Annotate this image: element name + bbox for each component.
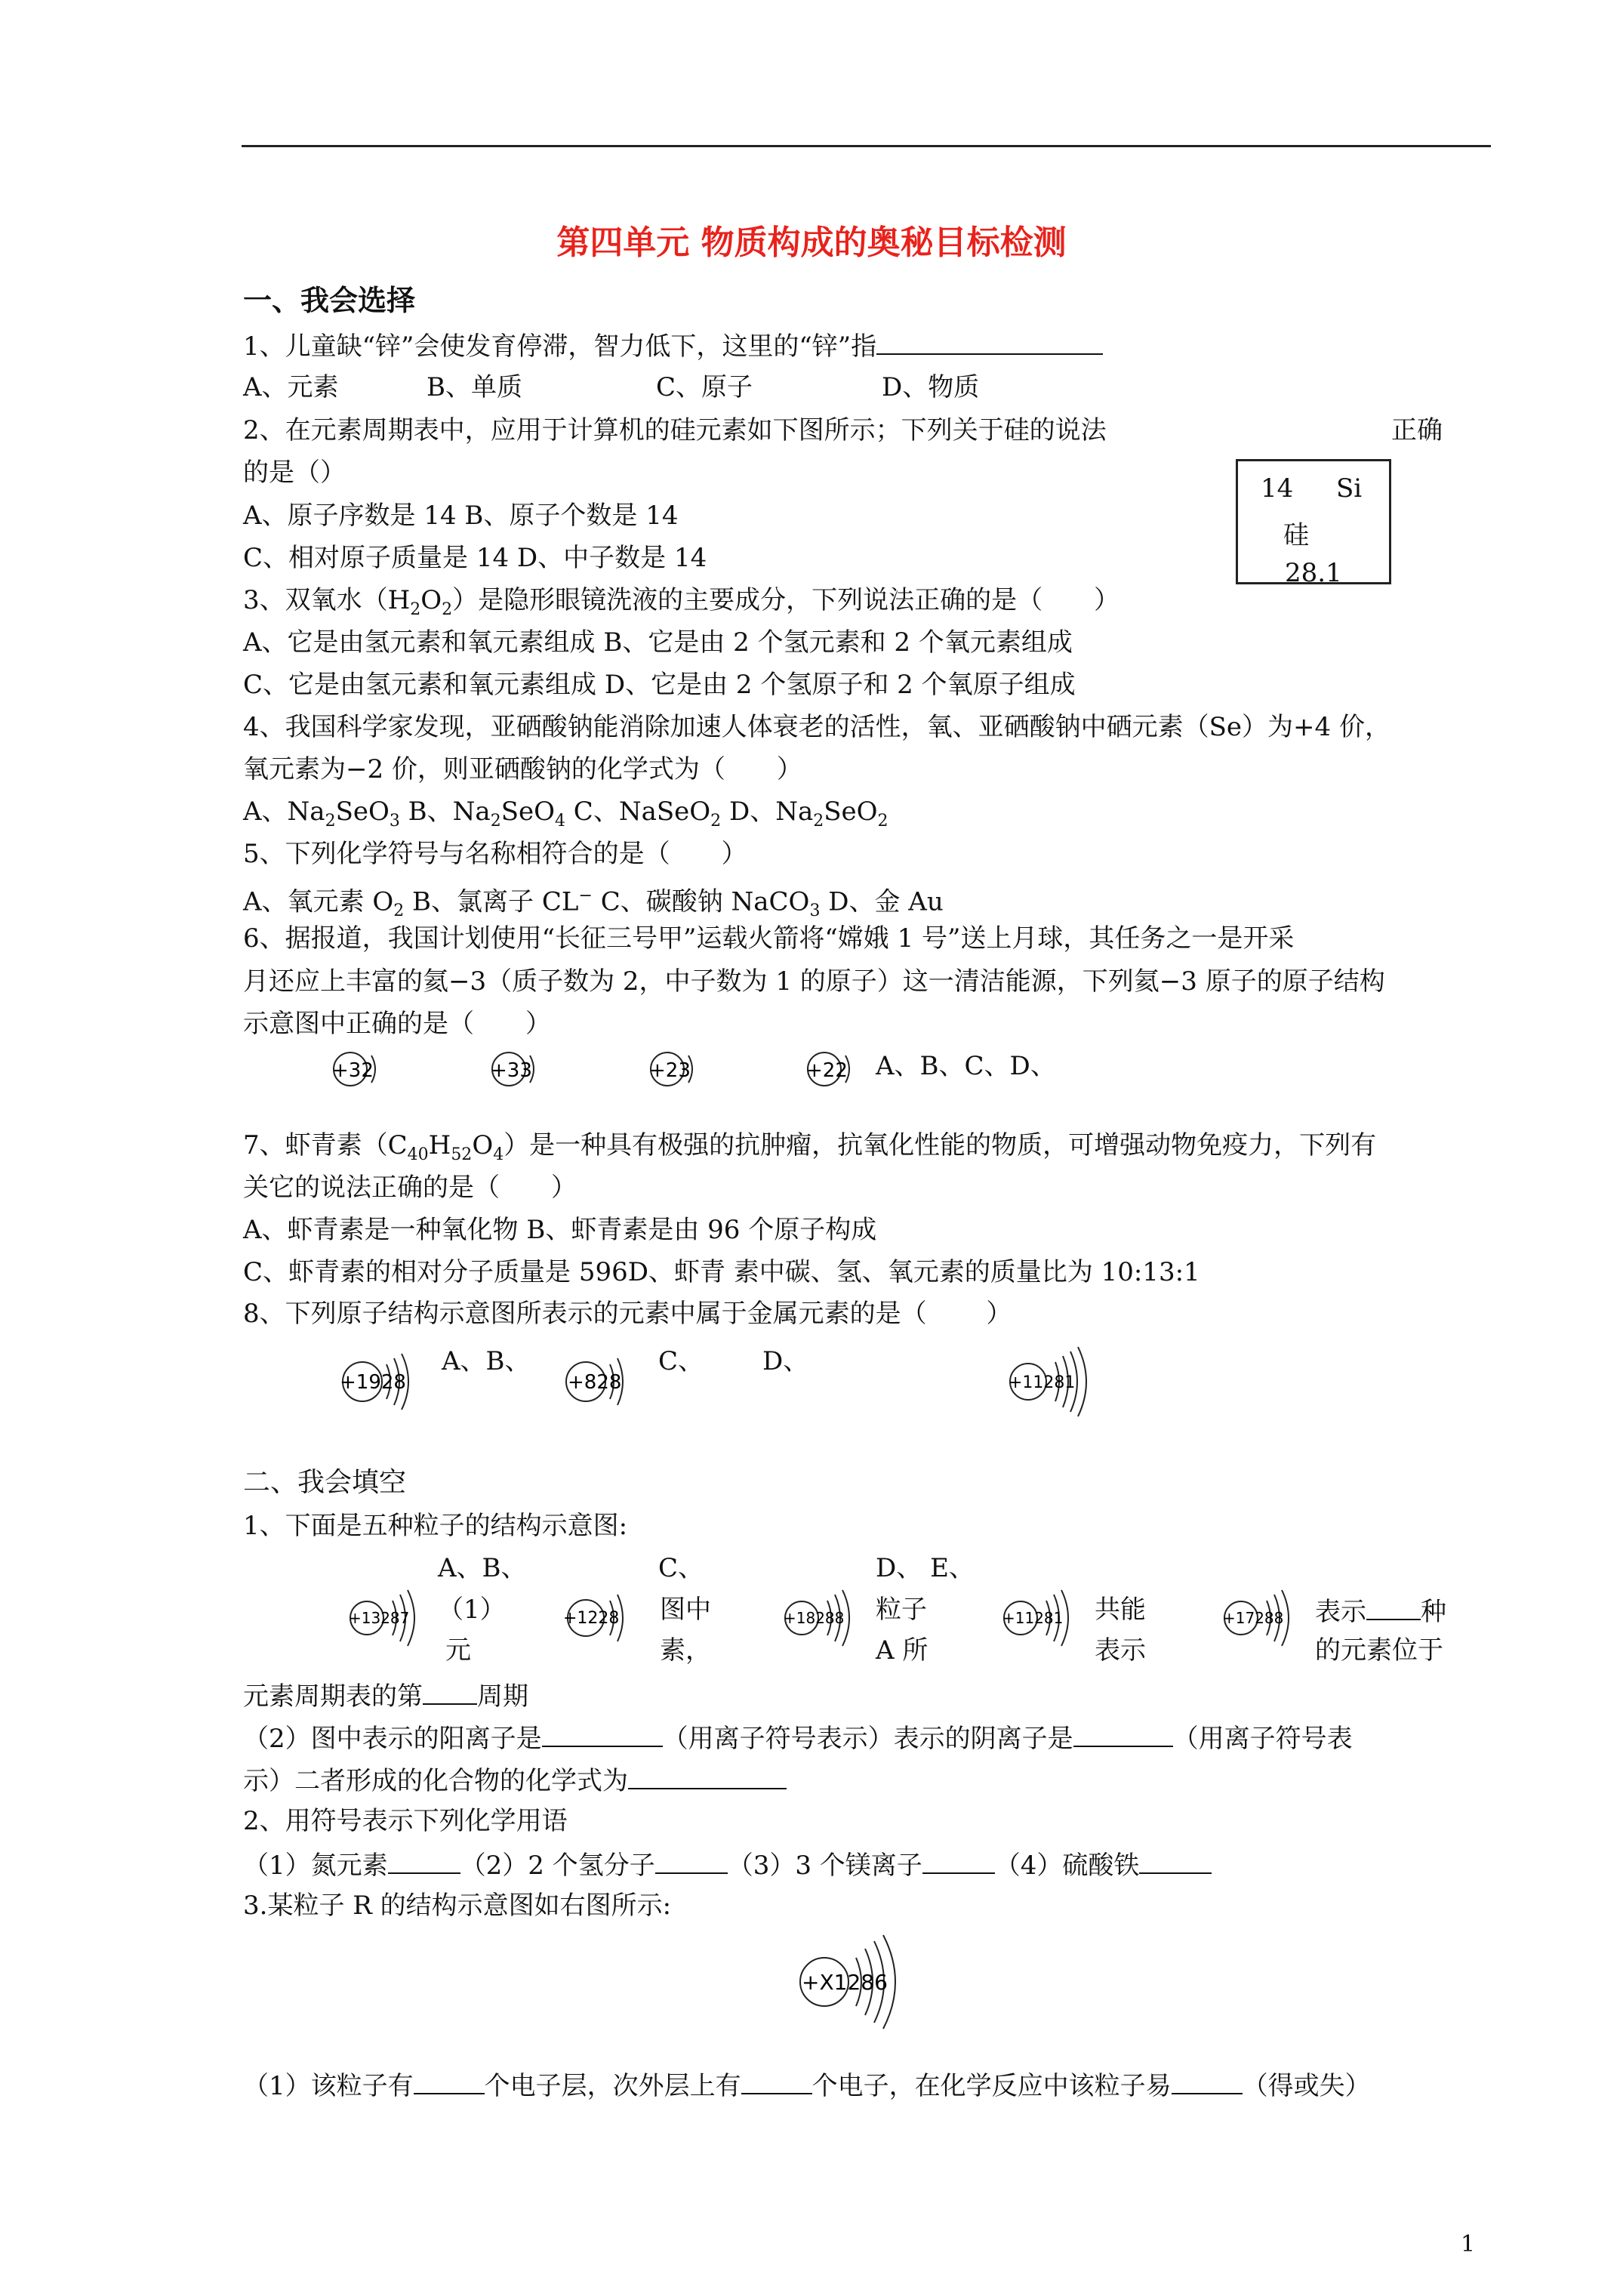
q5-sub: 2	[393, 901, 405, 921]
atom-diagram	[782, 1584, 880, 1652]
question-8-option-c: C、	[658, 1346, 704, 1376]
atom-label: +33	[491, 1059, 532, 1082]
q7-sub: 4	[493, 1145, 504, 1164]
fill-1-line-4	[243, 1679, 528, 1712]
q4-sub: 2	[325, 811, 336, 831]
option-c: C、原子	[656, 372, 753, 402]
q7-post: ）是一种具有极强的抗肿瘤，抗氧化性能的物质，可增强动物免疫力，下列有	[504, 1130, 1377, 1160]
atom-diagram	[337, 1348, 442, 1416]
question-3-line-2: A、它是由氢元素和氧元素组成 B、它是由 2 个氢元素和 2 个氧元素组成	[243, 627, 1073, 658]
atom-label: +1928	[340, 1371, 406, 1394]
atom-label: +X1286	[802, 1970, 888, 1995]
fill-1-text: 素，	[660, 1635, 711, 1666]
fill-3-part: （得或失）	[1242, 2071, 1371, 2101]
question-1-options	[243, 372, 980, 402]
fill-1-text-part: 示）二者形成的化合物的化学式为	[243, 1766, 628, 1796]
header-rule	[242, 145, 1491, 147]
fill-3-line-2	[243, 2069, 1371, 2101]
atom-label: +1228	[563, 1609, 620, 1628]
fill-1-text-part: 周期	[477, 1681, 528, 1712]
q4-sub: 3	[389, 811, 400, 831]
fill-1-text	[1315, 1595, 1446, 1627]
fill-1-text-part: 元素周期表的第	[243, 1681, 423, 1712]
answer-blank	[876, 329, 1103, 355]
atom-diagram	[642, 1046, 725, 1092]
atom-label: +11281	[1009, 1373, 1076, 1392]
atom-label: +17288	[1223, 1609, 1284, 1627]
atom-diagram	[1006, 1344, 1134, 1419]
answer-blank	[388, 1848, 460, 1874]
fill-question-3: 3.某粒子 R 的结构示意图如右图所示:	[243, 1891, 672, 1921]
question-3-line-3: C、它是由氢元素和氧元素组成 D、它是由 2 个氢原子和 2 个氧原子组成	[243, 670, 1076, 700]
q4-opt-b2: SeO	[500, 797, 555, 827]
question-7-line-4: C、虾青素的相对分子质量是 596D、虾青 素中碳、氢、氧元素的质量比为 10:13:1	[243, 1257, 1200, 1287]
question-2-tail: 正确	[1391, 415, 1443, 445]
fill-2-parts	[243, 1848, 1212, 1881]
question-1	[243, 329, 1103, 362]
fill-3-part: 个电子，在化学反应中该粒子易	[812, 2071, 1172, 2101]
q5-sub: 3	[809, 901, 821, 921]
q3-post: ）是隐形眼镜洗液的主要成分，下列说法正确的是（ ）	[452, 585, 1120, 615]
atom-diagram	[483, 1046, 566, 1092]
question-1-text: 1、儿童缺“锌”会使发育停滞，智力低下，这里的“锌”指	[243, 331, 877, 362]
answer-blank	[542, 1721, 663, 1747]
atom-diagram	[560, 1584, 651, 1652]
fill-1-text: A 所	[876, 1635, 929, 1666]
page-title: 第四单元 物质构成的奥秘目标检测	[556, 223, 1067, 262]
q4-sub: 2	[813, 811, 824, 831]
question-6-options: A、B、C、D、	[876, 1051, 1056, 1081]
answer-blank	[628, 1764, 787, 1789]
section-heading-fill: 二、我会填空	[243, 1467, 407, 1498]
fill-3-part: （1）该粒子有	[243, 2071, 414, 2101]
q3-mid: O	[420, 585, 442, 615]
option-b: B、单质	[427, 372, 522, 402]
atom-label: +32	[332, 1059, 374, 1082]
answer-blank	[414, 2069, 485, 2094]
fill-1-line-5	[243, 1721, 1353, 1754]
atom-label: +11281	[1002, 1609, 1064, 1627]
atom-diagram	[799, 1046, 882, 1092]
fill-1-line-6	[243, 1764, 787, 1796]
atom-diagram	[1001, 1584, 1099, 1652]
fill-1-text: 的元素位于	[1315, 1635, 1443, 1666]
answer-blank	[741, 2069, 812, 2094]
question-2: 2、在元素周期表中，应用于计算机的硅元素如下图所示；下列关于硅的说法	[243, 415, 1107, 445]
atom-label: +828	[568, 1371, 622, 1394]
element-name: 硅	[1283, 520, 1309, 550]
q4-sub: 2	[490, 811, 501, 831]
question-2-options-cd: C、相对原子质量是 14 D、中子数是 14	[243, 543, 707, 573]
answer-blank	[1172, 2069, 1243, 2094]
fill-1-text: 图中	[660, 1595, 711, 1625]
answer-blank	[1139, 1848, 1212, 1874]
fill-3-part: 个电子层，次外层上有	[484, 2071, 741, 2101]
q4-opt-c: C、NaSeO	[565, 797, 711, 827]
q5-sup: −	[578, 886, 593, 905]
fill-1-text-part: （2）图中表示的阳离子是	[243, 1724, 542, 1754]
q5-opt-d: D、金 Au	[820, 886, 944, 917]
question-3	[243, 585, 1119, 625]
q4-sub: 2	[710, 811, 722, 831]
q7-sub: 52	[451, 1145, 473, 1164]
q7-pre: 7、虾青素（C	[243, 1130, 408, 1160]
option-a: A、元素	[243, 372, 339, 402]
q4-opt-a2: SeO	[335, 797, 390, 827]
q5-opt-a: A、氧元素 O	[243, 886, 394, 917]
fill-1-text-part: （用离子符号表示）表示的阴离子是	[662, 1724, 1073, 1754]
atom-diagram	[347, 1584, 445, 1652]
fill-1-text: 表示	[1095, 1635, 1146, 1666]
atom-diagram	[560, 1348, 651, 1416]
question-8-option-d: D、	[762, 1346, 809, 1376]
question-6-line-2: 月还应上丰富的氦−3（质子数为 2，中子数为 1 的原子）这一清洁能源，下列氦−3 原子的原子结构	[243, 966, 1385, 997]
answer-blank	[1073, 1721, 1173, 1747]
q7-h: H	[428, 1130, 451, 1160]
fill-1-text-part: 表示	[1315, 1597, 1366, 1627]
question-5-options	[243, 881, 944, 926]
atom-label: +22	[806, 1059, 848, 1082]
q5-opt-b: B、氯离子 CL	[404, 886, 579, 917]
section-heading-choice: 一、我会选择	[243, 284, 416, 317]
answer-blank	[922, 1848, 995, 1874]
question-6-line-3: 示意图中正确的是（ ）	[243, 1009, 551, 1039]
answer-blank	[655, 1848, 728, 1874]
page-number: 1	[1461, 2231, 1476, 2257]
q4-opt-a: A、Na	[243, 797, 325, 827]
fill-question-1: 1、下面是五种粒子的结构示意图:	[243, 1511, 628, 1541]
question-8: 8、下列原子结构示意图所表示的元素中属于金属元素的是（ ）	[243, 1299, 1012, 1329]
answer-blank	[423, 1679, 477, 1705]
question-7-line-2: 关它的说法正确的是（ ）	[243, 1173, 577, 1203]
question-2-line-2: 的是（）	[243, 458, 346, 488]
question-4: 4、我国科学家发现，亚硒酸钠能消除加速人体衰老的活性，氧、亚硒酸钠中硒元素（Se）为+4 价，	[243, 712, 1390, 742]
q5-opt-c: C、碳酸钠 NaCO	[592, 886, 810, 917]
q3-pre: 3、双氧水（H	[243, 585, 411, 615]
question-5: 5、下列化学符号与名称相符合的是（ ）	[243, 839, 747, 869]
q4-sub: 2	[877, 811, 888, 831]
q7-o: O	[472, 1130, 494, 1160]
fill-2-part: （3）3 个镁离子	[727, 1851, 922, 1881]
q4-sub: 4	[555, 811, 565, 831]
q4-opt-b: B、Na	[399, 797, 491, 827]
atom-label: +23	[649, 1059, 691, 1082]
fill-1-text: 元	[445, 1635, 471, 1666]
question-4-options	[243, 797, 888, 837]
fill-1-text: （1）	[438, 1595, 506, 1625]
fill-1-label-de: D、 E、	[876, 1553, 975, 1583]
question-2-options-ab: A、原子序数是 14 B、原子个数是 14	[243, 501, 679, 531]
atom-label: +13287	[349, 1609, 410, 1627]
fill-1-text-part: 种	[1421, 1597, 1446, 1627]
silicon-element-card	[1236, 459, 1391, 584]
answer-blank	[1366, 1595, 1421, 1620]
q7-sub: 40	[407, 1145, 429, 1164]
element-symbol: Si	[1336, 473, 1363, 504]
question-8-options-ab: A、B、	[442, 1346, 531, 1376]
question-7-line-3: A、虾青素是一种氧化物 B、虾青素是由 96 个原子构成	[243, 1215, 877, 1245]
q3-sub-h: 2	[410, 599, 421, 619]
fill-1-text: 粒子	[876, 1595, 927, 1625]
fill-question-2: 2、用符号表示下列化学用语	[243, 1806, 568, 1836]
q4-opt-d2: SeO	[824, 797, 878, 827]
atom-label: +18288	[784, 1609, 845, 1627]
fill-2-part: （2）2 个氢分子	[460, 1851, 655, 1881]
fill-2-part: （1）氮元素	[243, 1851, 388, 1881]
q4-opt-d: D、Na	[721, 797, 814, 827]
atom-diagram	[794, 1929, 960, 2042]
atomic-number: 14	[1261, 473, 1294, 504]
question-6: 6、据报道，我国计划使用“长征三号甲”运载火箭将“嫦娥 1 号”送上月球，其任务之一是开采	[243, 923, 1295, 954]
q3-sub-o: 2	[442, 599, 453, 619]
fill-1-text-part: （用离子符号表	[1172, 1724, 1353, 1754]
fill-1-text: 共能	[1095, 1595, 1146, 1625]
fill-2-part: （4）硫酸铁	[994, 1851, 1140, 1881]
question-4-line-2: 氧元素为−2 价，则亚硒酸钠的化学式为（ ）	[243, 754, 802, 784]
atom-diagram	[1221, 1584, 1320, 1652]
question-7	[243, 1130, 1376, 1170]
atomic-mass: 28.1	[1285, 558, 1342, 584]
atom-diagram	[325, 1046, 408, 1092]
fill-1-label-ab: A、B、	[438, 1553, 527, 1583]
option-d: D、物质	[882, 372, 980, 402]
fill-1-label-c: C、	[658, 1553, 704, 1583]
